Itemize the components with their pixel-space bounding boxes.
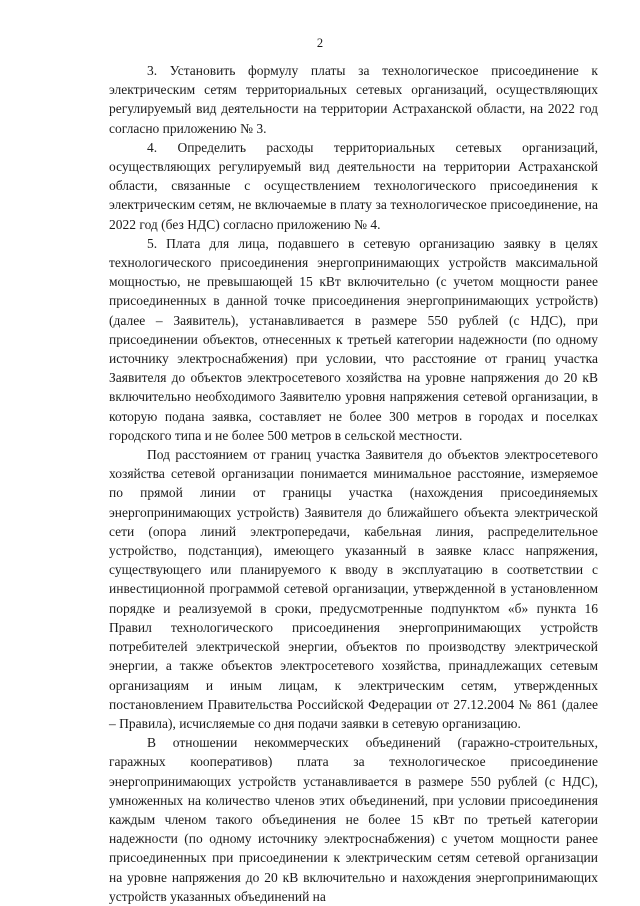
paragraph-noncommercial-associations: В отношении некоммерческих объединений (гаражно-строительных, гаражных кооперативов) плата за технологическое присоединение энергопринимающих устройств устанавливается в размере 550 рублей (с НДС), умноженных на количество членов этих объединений, при условии присоединения каждым членом такого объединения не более 15 кВт по третьей категории надежности (по одному источнику электроснабжения) с учетом мощности ранее присоединенных при присоединении к электрическим сетям сетевой организации на уровне напряжения до 20 кВ включительно и нахождения энергопринимающих устройств указанных объединений на <box>109 735 598 904</box>
page-number: 2 <box>316 36 324 50</box>
paragraph-item-4: 4. Определить расходы территориальных сетевых организаций, осуществляющих регулируемый вид деятельности на территории Астраханской области, связанные с осуществлением технологического присоединения к электрическим сетям, не включаемые в плату за технологическое присоединение, на 2022 год (без НДС) согласно приложению № 4. <box>109 139 598 232</box>
paragraph-item-3: 3. Установить формулу платы за технологическое присоединение к электрическим сетям территориальных сетевых организаций, осуществляющих регулируемый вид деятельности на территории Астраханской области, на 2022 год согласно приложению № 3. <box>109 63 598 136</box>
paragraph-item-5: 5. Плата для лица, подавшего в сетевую организацию заявку в целях технологического присоединения энергопринимающих устройств максимальной мощностью, не превышающей 15 кВт включительно (с учетом мощности ранее присоединенных в данной точке присоединения энергопринимающих устройств) (далее – Заявитель), устанавливается в размере 550 рублей (с НДС), при присоединении объектов, отнесенных к третьей категории надежности (по одному источнику электроснабжения) при условии, что расстояние от границ участка Заявителя до объектов электросетевого хозяйства на уровне напряжения до 20 кВ включительно необходимого Заявителю уровня напряжения сетевой организации, в которую подана заявка, составляет не более 300 метров в городах и поселках городского типа и не более 500 метров в сельской местности. <box>109 235 598 443</box>
document-body <box>109 61 598 906</box>
paragraph-distance-definition: Под расстоянием от границ участка Заявителя до объектов электросетевого хозяйства сетевой организации понимается минимальное расстояние, измеряемое по прямой линии от границы участка (нахождения присоединяемых энергопринимающих устройств) Заявителя до ближайшего объекта электрической сети (опора линий электропередачи, кабельная линия, распределительное устройство, подстанция), имеющего указанный в заявке класс напряжения, существующего или планируемого к вводу в эксплуатацию в соответствии с инвестиционной программой сетевой организации, утвержденной в установленном порядке и реализуемой в сроки, предусмотренные подпунктом «б» пункта 16 Правил технологического присоединения энергопринимающих устройств потребителей электрической энергии, объектов по производству электрической энергии, а также объектов электросетевого хозяйства, принадлежащих сетевым организациям и иным лицам, к электрическим сетям, утвержденных постановлением Правительства Российской Федерации от 27.12.2004 № 861 (далее – Правила), исчисляемые со дня подачи заявки в сетевую организацию. <box>109 447 598 731</box>
